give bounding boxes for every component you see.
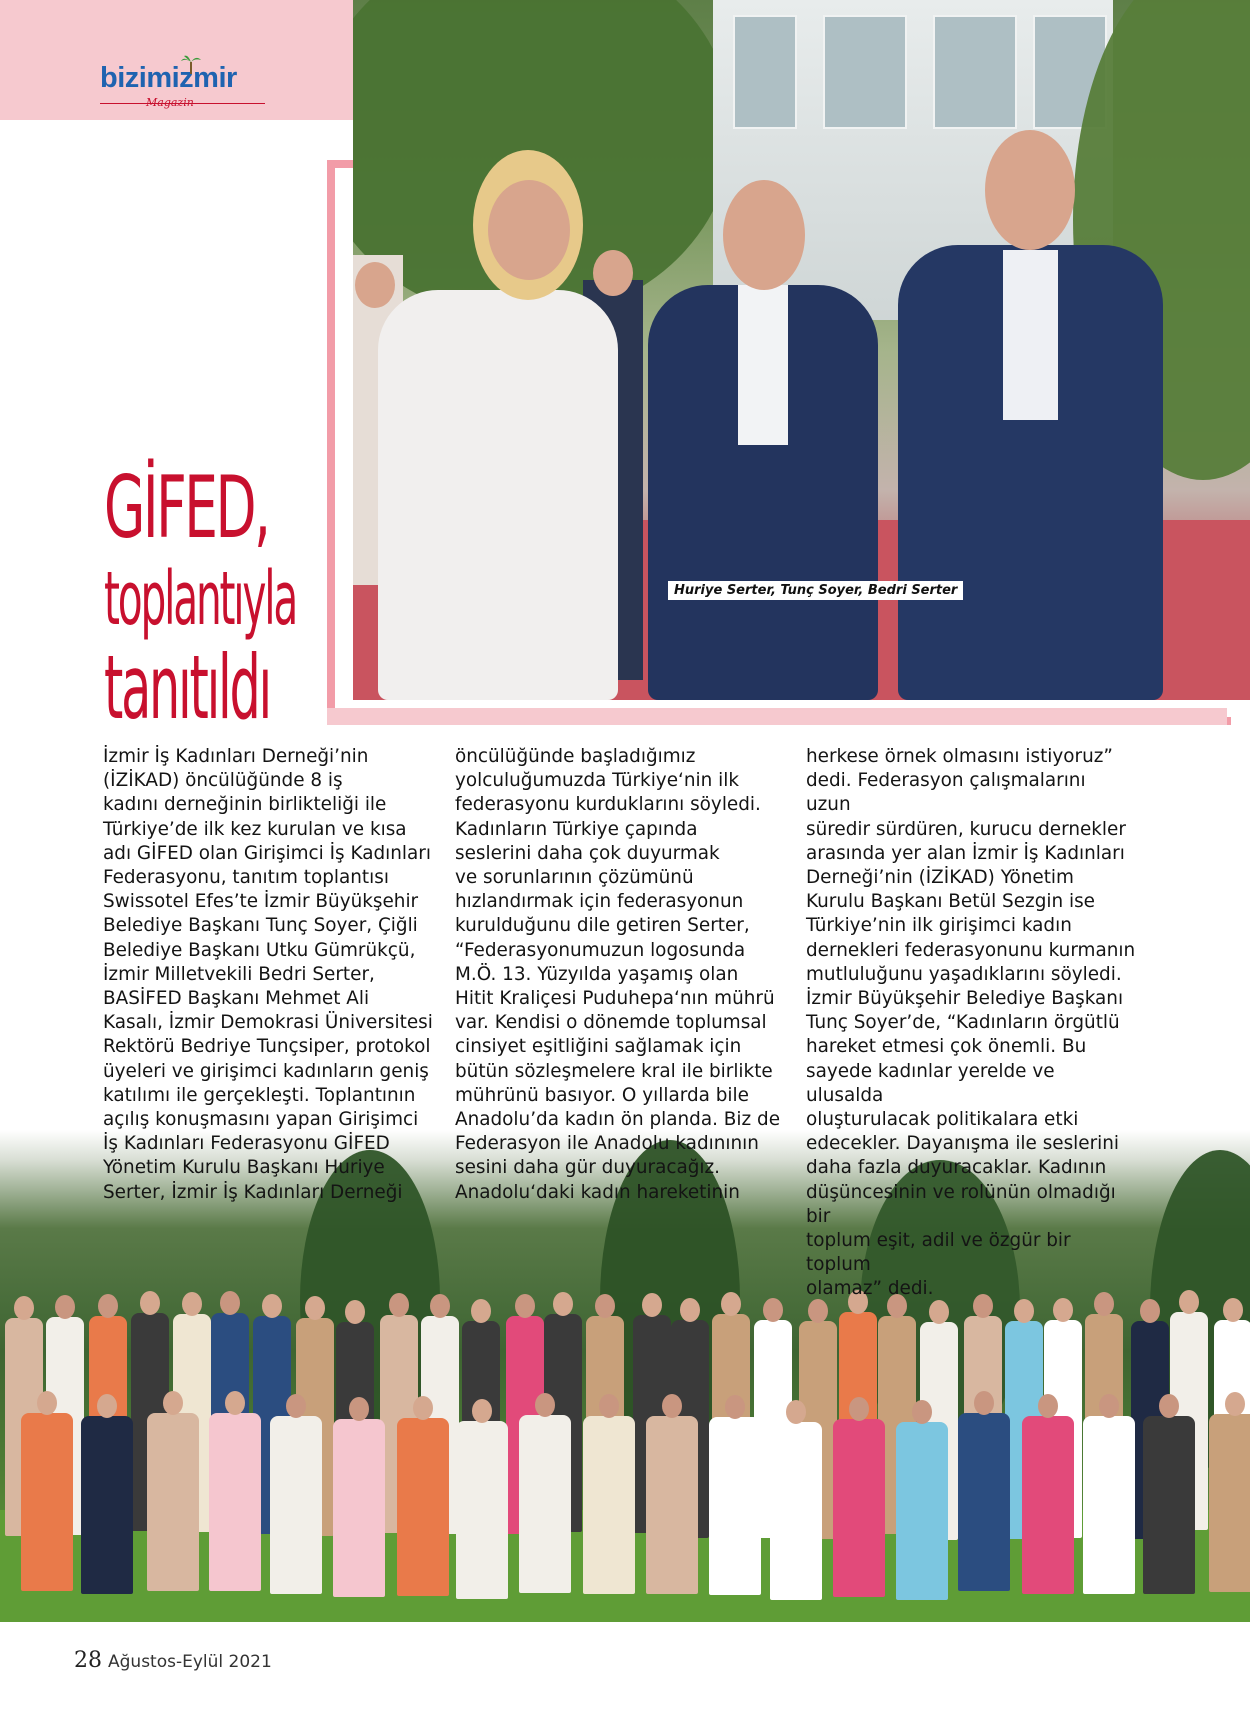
crowd-person	[331, 1397, 387, 1597]
crowd-person	[395, 1396, 451, 1596]
crowd-person	[1081, 1394, 1137, 1594]
magazine-logo	[100, 58, 270, 110]
crowd-person	[1020, 1394, 1076, 1594]
crowd-person	[454, 1399, 510, 1599]
article-column-1: İzmir İş Kadınları Derneği’nin (İZİKAD) öncülüğünde 8 iş kadını derneğinin birlikteliği ile Türkiye’de ilk kez kurulan ve kısa adı GİFED olan Girişimci İş Kadınları Federasyonu, tanıtım toplantısı Swissotel Efes’te İzmir Büyükşehir Belediye Başkanı Tunç Soyer, Çiğli Belediye Başkanı Utku Gümrükçü, İzmir Milletvekili Bedri Serter, BASİFED Başkanı Mehmet Ali Kasalı, İzmir Demokrasi Üniversitesi Rektörü Bedriye Tunçsiper, protokol üyeleri ve girişimci kadınların geniş katılımı ile gerçekleşti. Toplantının açılış konuşmasını yapan Girişimci İş Kadınları Federasyonu GİFED Yönetim Kurulu Başkanı Huriye Serter, İzmir İş Kadınları Derneği	[103, 746, 433, 1203]
article-title-line-3: tanıtıldı	[104, 636, 270, 739]
article-title-line-1: GİFED,	[104, 458, 269, 558]
crowd-person	[707, 1395, 763, 1595]
logo-wordmark: bizimizmir	[100, 62, 237, 94]
crowd-person	[644, 1394, 700, 1594]
person-woman-white-suit	[378, 290, 618, 700]
crowd-person	[517, 1393, 573, 1593]
crowd-person	[581, 1394, 637, 1594]
crowd-person	[145, 1391, 201, 1591]
page-number: 28	[74, 1648, 102, 1673]
crowd-person	[768, 1400, 824, 1600]
crowd-person	[207, 1391, 263, 1591]
crowd-person	[1207, 1392, 1250, 1592]
article-column-3: herkese örnek olmasını istiyoruz” dedi. Federasyon çalışmalarını uzun süredir sürdüren, kurucu dernekler arasında yer alan İzmir İş Kadınları Derneği’nin (İZİKAD) Yönetim Kurulu Başkanı Betül Sezgin ise Türkiye’nin ilk girişimci kadın dernekleri federasyonunu kurmanın mutluluğunu yaşadıklarını söyledi. İzmir Büyükşehir Belediye Başkanı Tunç Soyer’de, “Kadınların örgütlü hareket etmesi çok önemli. Bu sayede kadınlar yerelde ve ulusalda oluşturulacak politikalara etki edecekler. Dayanışma ile seslerini daha fazla duyuracaklar. Kadının düşüncesinin ve rolünün olmadığı bir toplum eşit, adil ve özgür bir toplum olamaz” dedi.	[806, 746, 1136, 1300]
crowd-person	[268, 1394, 324, 1594]
crowd-person	[894, 1400, 950, 1600]
article-column-2: öncülüğünde başladığımız yolculuğumuzda Türkiye‘nin ilk federasyonu kurduklarını söyledi. Kadınların Türkiye çapında seslerini daha çok duyurmak ve sorunlarının çözümünü hızlandırmak için federasyonun kurulduğunu dile getiren Serter, “Federasyonumuzun logosunda M.Ö. 13. Yüzyılda yaşamış olan Hitit Kraliçesi Puduhepa‘nın mührü var. Kendisi o dönemde toplumsal cinsiyet eşitliğini sağlamak için bütün sözleşmelere kral ile birlikte mührünü basıyor. O yıllarda bile Anadolu’da kadın ön planda. Biz de Federasyon ile Anadolu kadınının sesini daha gür duyuracağız. Anadolu‘daki kadın hareketinin	[455, 746, 781, 1203]
crowd-person	[831, 1397, 887, 1597]
issue-date: Ağustos-Eylül 2021	[108, 1652, 272, 1672]
palm-tree-icon	[180, 54, 202, 74]
crowd-person	[79, 1394, 135, 1594]
photo-caption: Huriye Serter, Tunç Soyer, Bedri Serter	[668, 581, 963, 600]
photo-frame-accent-bar	[327, 708, 1227, 725]
article-title-line-2: toplantıyla	[104, 556, 297, 642]
crowd-person	[956, 1391, 1012, 1591]
logo-subtitle: Magazin	[146, 96, 194, 109]
crowd-person	[19, 1391, 75, 1591]
crowd-person	[1141, 1394, 1197, 1594]
